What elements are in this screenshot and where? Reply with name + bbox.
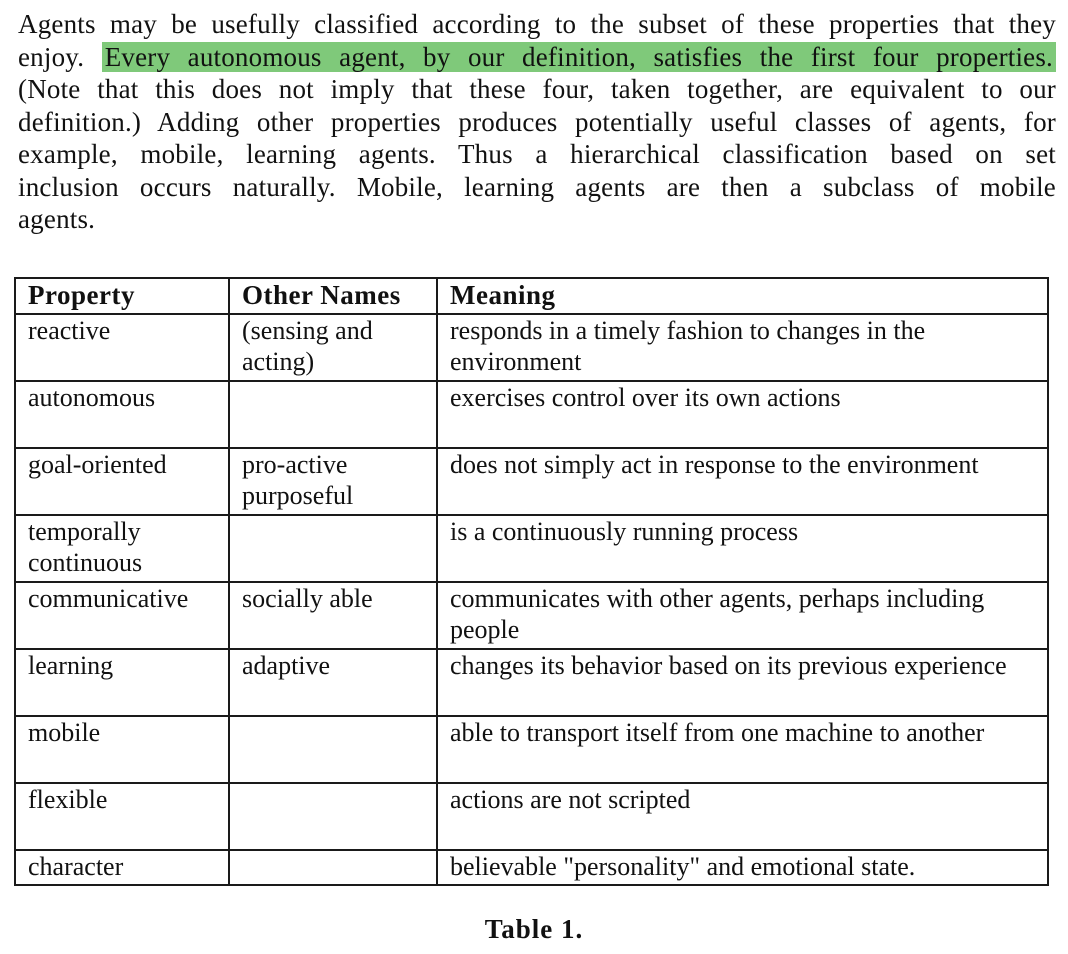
cell-property: reactive: [15, 314, 229, 381]
header-property: Property: [15, 278, 229, 314]
cell-meaning: believable "personality" and emotional state.: [437, 850, 1048, 885]
cell-meaning: exercises control over its own actions: [437, 381, 1048, 448]
cell-meaning: responds in a timely fashion to changes in the environment: [437, 314, 1048, 381]
cell-property: communicative: [15, 582, 229, 649]
cell-other-names: socially able: [229, 582, 437, 649]
cell-meaning: actions are not scripted: [437, 783, 1048, 850]
properties-table-container: [14, 277, 1047, 886]
cell-property: autonomous: [15, 381, 229, 448]
paragraph-line-5: example, mobile, learning agents. Thus a hierarchical classification based on set: [18, 139, 1056, 169]
body-paragraph: [18, 8, 1056, 236]
table-header-row: [15, 278, 1048, 314]
table-row: [15, 716, 1048, 783]
table-row: [15, 649, 1048, 716]
paragraph-line-6: inclusion occurs naturally. Mobile, learning agents are then a subclass of mobile: [18, 171, 1056, 202]
table-row: [15, 850, 1048, 885]
table-row: [15, 783, 1048, 850]
cell-property: flexible: [15, 783, 229, 850]
cell-meaning: able to transport itself from one machine to another: [437, 716, 1048, 783]
cell-property: mobile: [15, 716, 229, 783]
cell-other-names: [229, 515, 437, 582]
cell-meaning: changes its behavior based on its previous experience: [437, 649, 1048, 716]
cell-other-names: [229, 716, 437, 783]
cell-meaning: is a continuously running process: [437, 515, 1048, 582]
paragraph-line-2-prefix: enjoy.: [18, 41, 102, 72]
highlighted-sentence: Every autonomous agent, by our definition, satisfies the first four properties.: [102, 42, 1056, 72]
cell-property: learning: [15, 649, 229, 716]
paragraph-line-7: agents.: [18, 204, 96, 234]
cell-meaning: does not simply act in response to the environment: [437, 448, 1048, 515]
cell-other-names: [229, 850, 437, 885]
table-row: [15, 314, 1048, 381]
table-caption: Table 1.: [484, 914, 584, 944]
header-other-names: Other Names: [229, 278, 437, 314]
table-row: [15, 381, 1048, 448]
cell-meaning: communicates with other agents, perhaps including people: [437, 582, 1048, 649]
cell-property: goal-oriented: [15, 448, 229, 515]
cell-other-names: [229, 381, 437, 448]
cell-other-names: adaptive: [229, 649, 437, 716]
cell-property: temporally continuous: [15, 515, 229, 582]
agent-properties-table: [14, 277, 1049, 886]
cell-other-names: pro-active purposeful: [229, 448, 437, 515]
table-row: [15, 582, 1048, 649]
paragraph-line-2: [18, 41, 1056, 74]
table-row: [15, 515, 1048, 582]
cell-other-names: [229, 783, 437, 850]
header-meaning: Meaning: [437, 278, 1048, 314]
paragraph-line-4: definition.) Adding other properties produces potentially useful classes of agents, for: [18, 106, 1056, 137]
paragraph-line-1: Agents may be usefully classified according to the subset of these properties that they: [18, 9, 1056, 39]
cell-property: character: [15, 850, 229, 885]
table-row: [15, 448, 1048, 515]
paragraph-line-3: (Note that this does not imply that these four, taken together, are equivalent to our: [18, 74, 1056, 104]
cell-other-names: (sensing and acting): [229, 314, 437, 381]
